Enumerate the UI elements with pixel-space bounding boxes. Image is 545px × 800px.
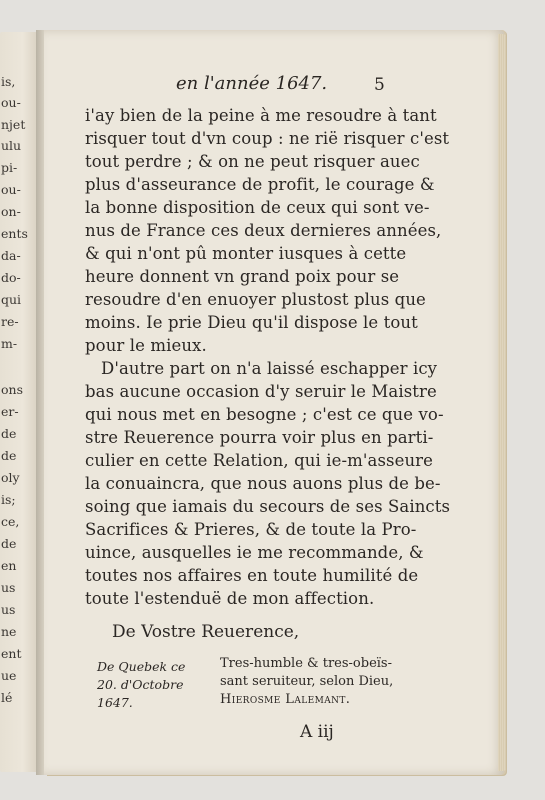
paragraph-line: resoudre d'en enuoyer plustost plus que bbox=[85, 290, 426, 309]
paragraph-line: plus d'asseurance de profit, le courage & bbox=[85, 175, 435, 194]
left-page-text-fragment: ne bbox=[1, 624, 17, 639]
left-page-text-fragment: ce, bbox=[1, 514, 20, 529]
paragraph-line: & qui n'ont pû monter iusques à cette bbox=[85, 244, 407, 263]
left-page-text-fragment: ent bbox=[1, 646, 22, 661]
left-page-text-fragment: do- bbox=[1, 270, 21, 285]
paragraph-line: qui nous met en besogne ; c'est ce que vo- bbox=[85, 405, 444, 424]
left-page-text-fragment: is, bbox=[1, 74, 16, 89]
left-page-text-fragment: qui bbox=[1, 292, 22, 307]
paragraph-line: Sacrifices & Prieres, & de toute la Pro- bbox=[85, 520, 417, 539]
paragraph-line: uince, ausquelles ie me recommande, & bbox=[85, 543, 424, 562]
left-page-text-fragment: ou- bbox=[1, 95, 21, 110]
place-date-line: 20. d'Octobre bbox=[97, 677, 184, 692]
paragraph-line: toute l'estenduë de mon affection. bbox=[85, 589, 375, 608]
left-page-text-fragment: us bbox=[1, 602, 16, 617]
left-page-text-fragment: ue bbox=[1, 668, 17, 683]
left-page-edge bbox=[0, 32, 38, 772]
paragraph-line: heure donnent vn grand poix pour se bbox=[85, 267, 400, 286]
paragraph-line: soing que iamais du secours de ses Saincts bbox=[85, 497, 451, 516]
left-page-text-fragment: on- bbox=[1, 204, 21, 219]
place-date-line: De Quebek ce bbox=[97, 659, 186, 674]
page-fore-edge bbox=[498, 34, 506, 771]
paragraph-line: moins. Ie prie Dieu qu'il dispose le tout bbox=[85, 313, 418, 332]
left-page-text-fragment: pi- bbox=[1, 160, 18, 175]
left-page-text-fragment: is; bbox=[1, 492, 16, 507]
paragraph-line: risquer tout d'vn coup : ne rië risquer c'est bbox=[85, 129, 450, 148]
left-page-text-fragment: en bbox=[1, 558, 17, 573]
paragraph-line: toutes nos affaires en toute humilité de bbox=[85, 566, 419, 585]
left-page-text-fragment: njet bbox=[1, 117, 26, 132]
signature-name: Hierosme Lalemant. bbox=[220, 692, 351, 707]
left-page-text-fragment: m- bbox=[1, 336, 18, 351]
page-number: 5 bbox=[374, 75, 385, 95]
running-head: en l'année 1647. bbox=[176, 73, 328, 94]
signature-line: sant seruiteur, selon Dieu, bbox=[220, 674, 394, 689]
paragraph-line: la bonne disposition de ceux qui sont ve- bbox=[85, 198, 430, 217]
paragraph-line: i'ay bien de la peine à me resoudre à tant bbox=[85, 106, 437, 125]
left-page-text-fragment: er- bbox=[1, 404, 19, 419]
signature-mark: A iij bbox=[300, 722, 334, 742]
paragraph-line: la conuaincra, que nous auons plus de be- bbox=[85, 474, 441, 493]
left-page-text-fragment: ou- bbox=[1, 182, 21, 197]
left-page-text-fragment: re- bbox=[1, 314, 19, 329]
paragraph-line: culier en cette Relation, qui ie-m'asseure bbox=[85, 451, 434, 470]
paragraph-line: pour le mieux. bbox=[85, 336, 207, 355]
paragraph-line: bas aucune occasion d'y seruir le Maistre bbox=[85, 382, 437, 401]
paragraph-line: nus de France ces deux dernieres années, bbox=[85, 221, 442, 240]
left-page-text-fragment: us bbox=[1, 580, 16, 595]
place-date-line: 1647. bbox=[97, 695, 133, 710]
left-page-text-fragment: ents bbox=[1, 226, 28, 241]
left-page-text-fragment: ons bbox=[1, 382, 23, 397]
paragraph-line: D'autre part on n'a laissé eschapper icy bbox=[101, 359, 438, 378]
closing-salutation: De Vostre Reuerence, bbox=[112, 622, 300, 642]
left-page-text-fragment: oly bbox=[1, 470, 20, 485]
paragraph-line: stre Reuerence pourra voir plus en parti- bbox=[85, 428, 434, 447]
left-page-text-fragment: de bbox=[1, 426, 17, 441]
signature-line: Tres-humble & tres-obeïs- bbox=[220, 656, 392, 671]
paragraph-line: tout perdre ; & on ne peut risquer auec bbox=[85, 152, 420, 171]
left-page-text-fragment: lé bbox=[1, 690, 13, 705]
left-page-text-fragment: da- bbox=[1, 248, 21, 263]
left-page-text-fragment: de bbox=[1, 448, 17, 463]
left-page-text-fragment: ulu bbox=[1, 138, 22, 153]
left-page-text-fragment: de bbox=[1, 536, 17, 551]
